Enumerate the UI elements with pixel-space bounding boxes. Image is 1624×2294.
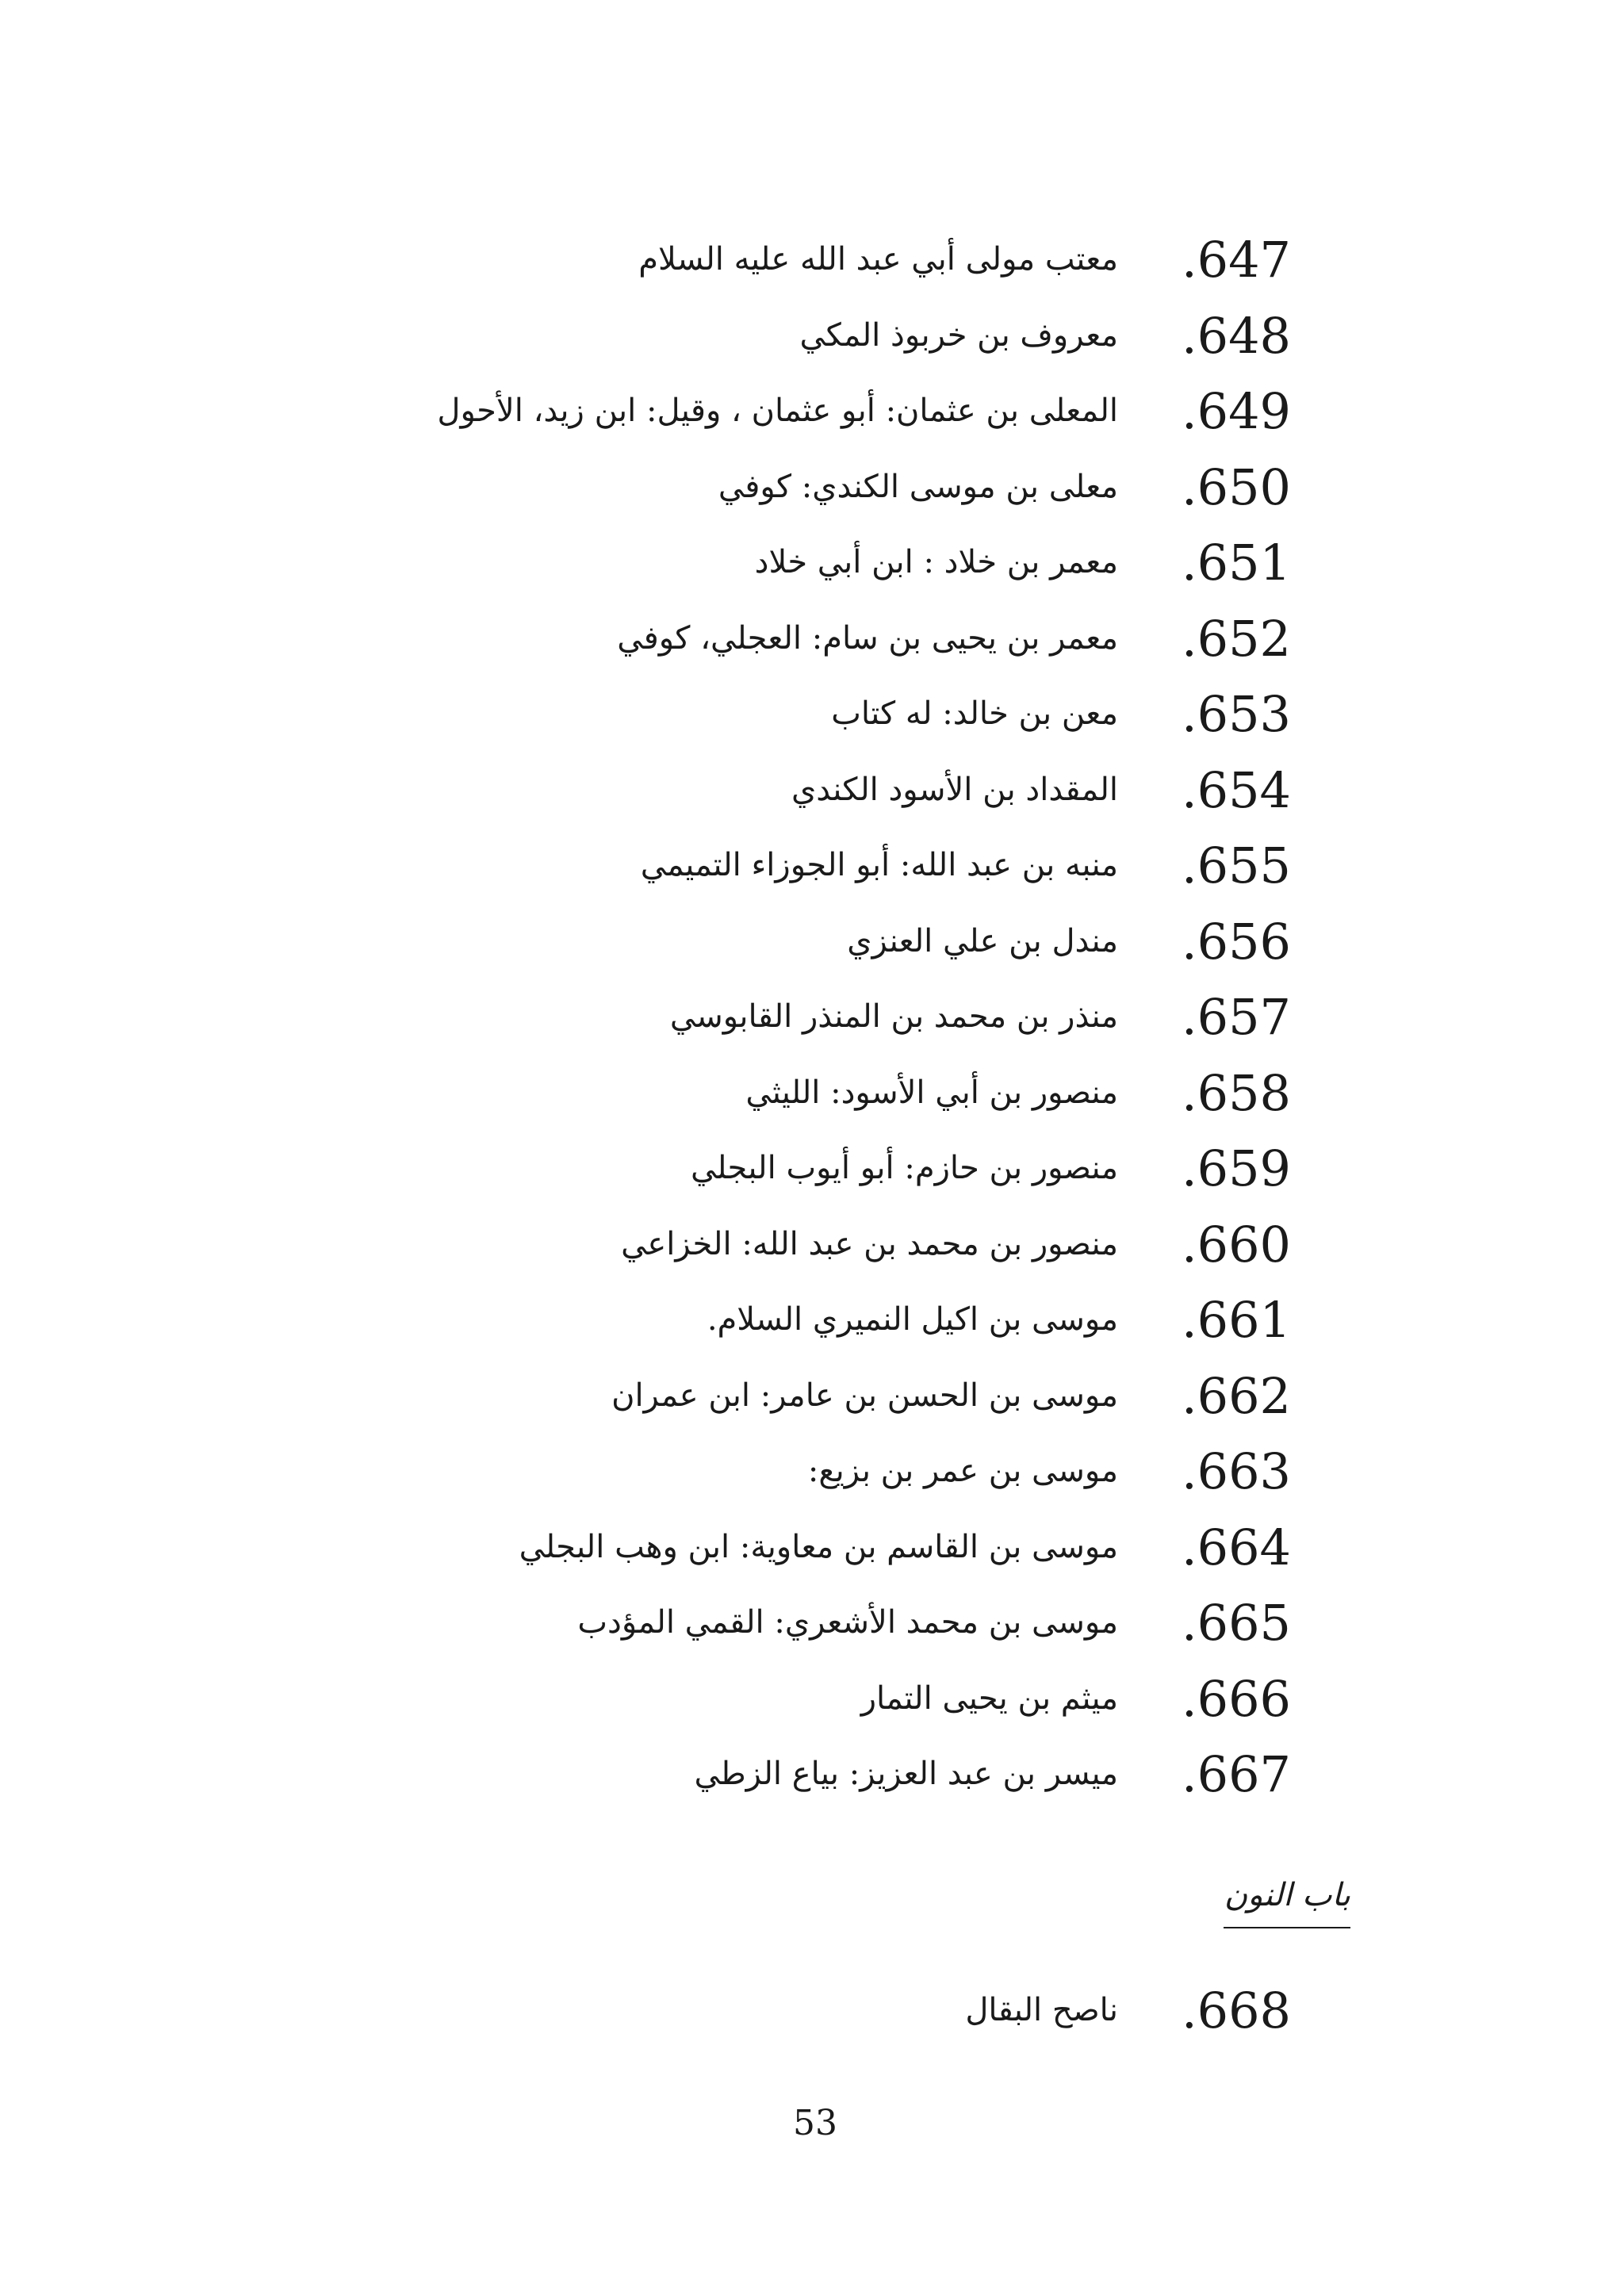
entry-number: .656	[1181, 912, 1291, 971]
entry-name: معمر بن يحيى بن سام: العجلي، كوفي	[617, 619, 1118, 657]
entry-number: .649	[1181, 382, 1291, 440]
list-item	[0, 1434, 1624, 1510]
list-item	[0, 979, 1624, 1055]
entry-number: .666	[1181, 1669, 1291, 1728]
section-entry-list	[0, 1973, 1624, 2049]
list-item	[0, 1661, 1624, 1737]
entry-name: معن بن خالد: له كتاب	[831, 695, 1118, 732]
entry-name: موسى بن محمد الأشعري: القمي المؤدب	[577, 1604, 1118, 1641]
list-item	[0, 1585, 1624, 1661]
entry-number: .661	[1181, 1291, 1291, 1349]
entry-name: معمر بن خلاد : ابن أبي خلاد	[754, 544, 1118, 580]
entry-number: .647	[1181, 231, 1291, 289]
list-item	[0, 1358, 1624, 1434]
section-heading-underline	[1224, 1927, 1350, 1928]
page-number: 53	[793, 2103, 837, 2143]
entry-name: المقداد بن الأسود الكندي	[791, 771, 1118, 808]
list-item	[0, 1282, 1624, 1358]
entry-number: .652	[1181, 609, 1291, 668]
entry-name: موسى بن اكيل النميري السلام.	[707, 1301, 1118, 1338]
list-item	[0, 601, 1624, 677]
entry-number: .659	[1181, 1139, 1291, 1197]
entry-name: منذر بن محمد بن المنذر القابوسي	[669, 998, 1118, 1035]
list-item	[0, 904, 1624, 980]
entry-number: .665	[1181, 1594, 1291, 1652]
list-item	[0, 222, 1624, 298]
section-heading: باب النون	[1224, 1877, 1350, 1913]
list-item	[0, 450, 1624, 526]
entry-number: .668	[1181, 1982, 1291, 2039]
entry-number: .657	[1181, 988, 1291, 1046]
entry-name: موسى بن عمر بن بزيع:	[807, 1453, 1118, 1489]
entry-name: موسى بن الحسن بن عامر: ابن عمران	[611, 1377, 1118, 1414]
list-item	[0, 298, 1624, 374]
entry-name: ميثم بن يحيى التمار	[860, 1679, 1118, 1717]
list-item	[0, 828, 1624, 904]
list-item	[0, 676, 1624, 753]
entry-name: منبه بن عبد الله: أبو الجوزاء التميمي	[640, 847, 1118, 883]
entry-name: مندل بن علي العنزي	[847, 922, 1118, 959]
list-item	[0, 1207, 1624, 1283]
list-item	[0, 1131, 1624, 1207]
entry-number: .662	[1181, 1366, 1291, 1425]
list-item	[0, 1737, 1624, 1813]
entry-name: منصور بن محمد بن عبد الله: الخزاعي	[621, 1225, 1118, 1262]
entry-name: معتب مولى أبي عبد الله عليه السلام	[638, 241, 1118, 278]
list-item	[0, 525, 1624, 601]
entry-number: .650	[1181, 458, 1291, 516]
entry-name: ميسر بن عبد العزيز: بياع الزطي	[694, 1756, 1118, 1792]
entry-number: .664	[1181, 1518, 1291, 1576]
entry-name: معروف بن خربوذ المكي	[799, 316, 1118, 354]
list-item	[0, 1055, 1624, 1132]
entry-number: .654	[1181, 760, 1291, 819]
entry-name: منصور بن حازم: أبو أيوب البجلي	[690, 1150, 1118, 1186]
list-item	[0, 1973, 1624, 2049]
entry-name: المعلى بن عثمان: أبو عثمان ، وقيل: ابن زيد، الأحول	[437, 393, 1118, 429]
entry-number: .653	[1181, 685, 1291, 743]
entry-name: ناصح البقال	[965, 1992, 1118, 2028]
entry-name: منصور بن أبي الأسود: الليثي	[745, 1074, 1118, 1111]
entry-number: .663	[1181, 1442, 1291, 1500]
entry-name: معلى بن موسى الكندي: كوفي	[718, 468, 1118, 505]
entry-list	[0, 222, 1624, 1813]
entry-number: .648	[1181, 306, 1291, 365]
list-item	[0, 753, 1624, 829]
entry-number: .651	[1181, 534, 1291, 592]
list-item	[0, 1510, 1624, 1586]
entry-name: موسى بن القاسم بن معاوية: ابن وهب البجلي	[519, 1528, 1118, 1565]
entry-number: .667	[1181, 1745, 1291, 1803]
list-item	[0, 373, 1624, 450]
entry-number: .655	[1181, 837, 1291, 894]
entry-number: .660	[1181, 1215, 1291, 1273]
entry-number: .658	[1181, 1063, 1291, 1122]
